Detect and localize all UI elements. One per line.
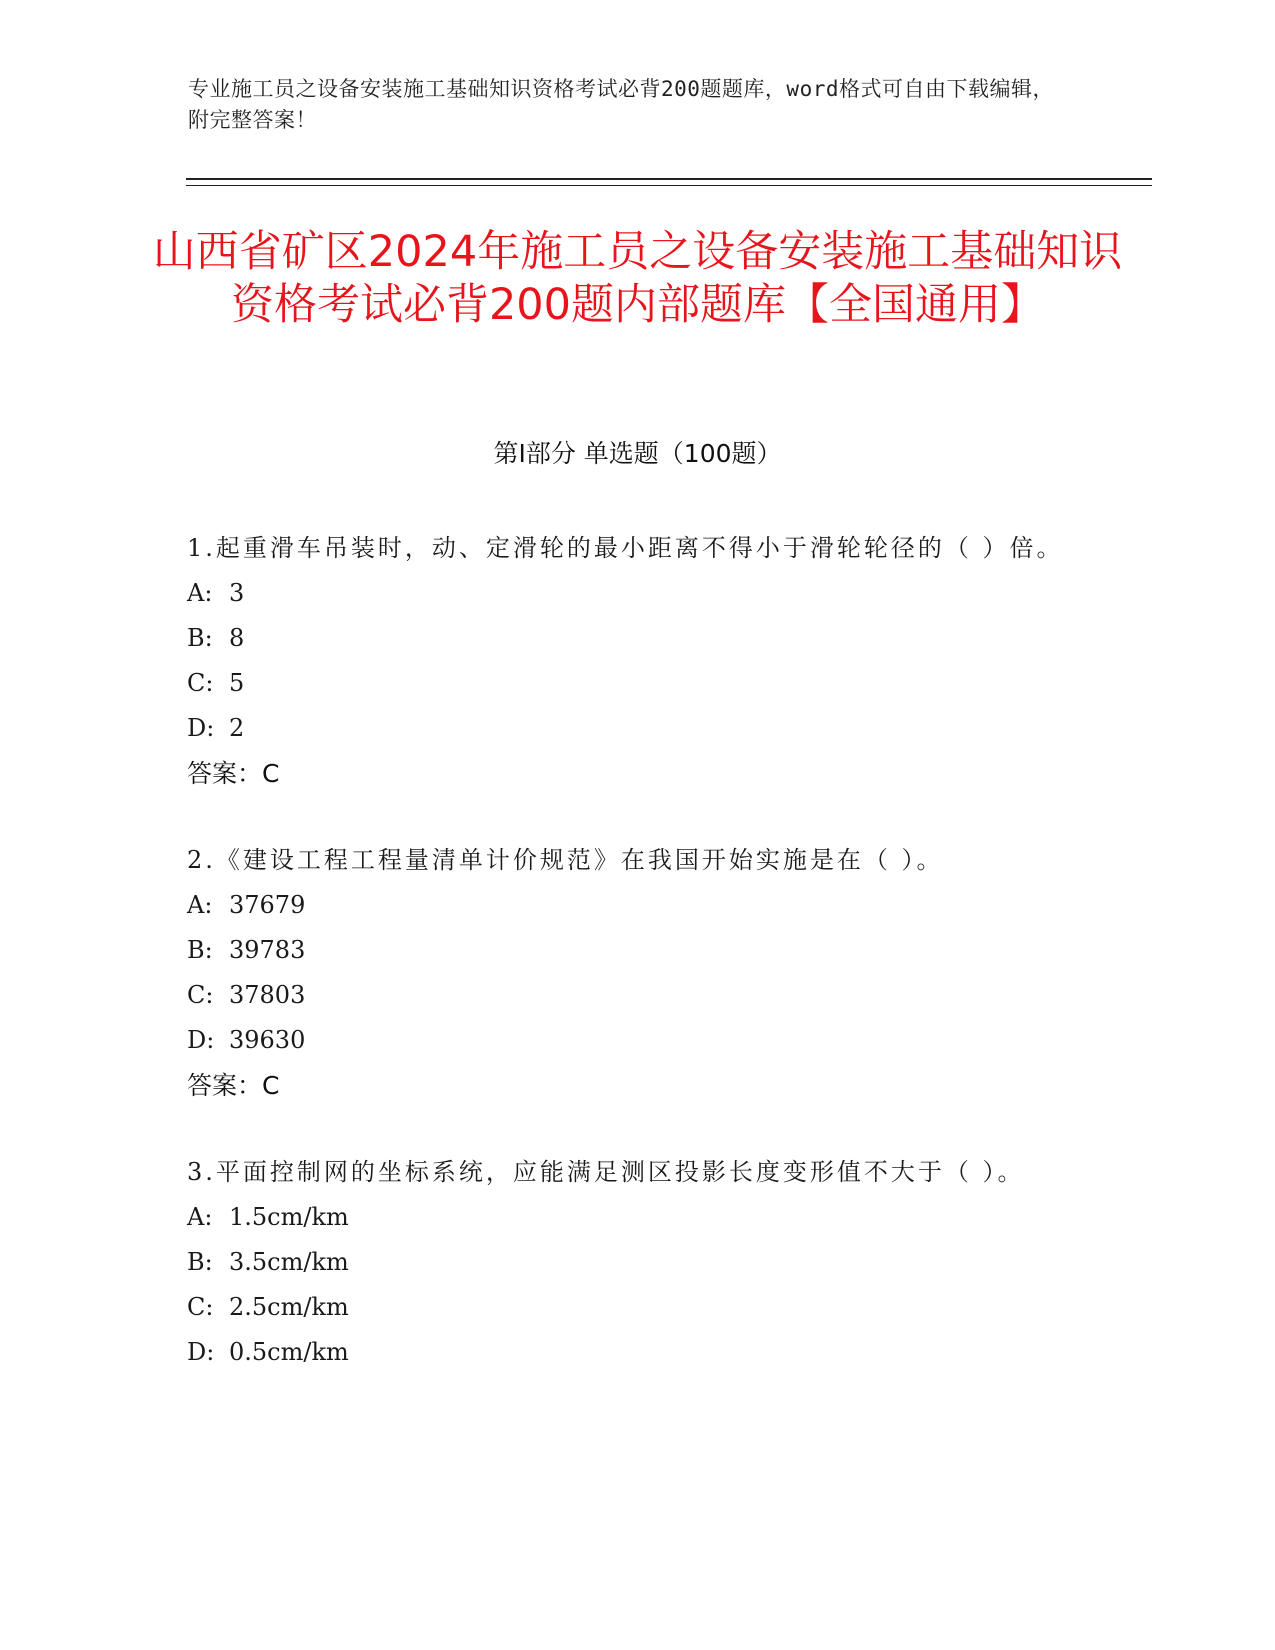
section-heading: 第Ⅰ部分 单选题（100题） bbox=[493, 439, 782, 468]
question-list bbox=[187, 526, 1067, 1417]
option-key: D: bbox=[187, 1338, 215, 1366]
option-value: 37679 bbox=[229, 891, 306, 919]
header-divider-thick bbox=[186, 178, 1152, 180]
option-a bbox=[187, 1195, 1067, 1240]
option-c bbox=[187, 1285, 1067, 1330]
option-value: 8 bbox=[229, 624, 245, 652]
header-divider-thin bbox=[186, 185, 1152, 186]
option-value: 3 bbox=[229, 579, 245, 607]
option-d bbox=[187, 706, 1067, 751]
option-value: 2 bbox=[229, 714, 245, 742]
option-b bbox=[187, 928, 1067, 973]
option-b bbox=[187, 616, 1067, 661]
question-text: 2.《建设工程工程量清单计价规范》在我国开始实施是在（ ）。 bbox=[187, 846, 944, 874]
question-2 bbox=[187, 838, 1067, 1108]
header-note: 专业施工员之设备安装施工基础知识资格考试必背200题题库，word格式可自由下载编辑，附完整答案！ bbox=[188, 77, 1054, 132]
option-key: A: bbox=[187, 1203, 213, 1231]
option-value: 3.5cm/km bbox=[229, 1248, 349, 1276]
option-key: C: bbox=[187, 981, 214, 1009]
option-key: C: bbox=[187, 1293, 214, 1321]
option-value: 39630 bbox=[229, 1026, 306, 1054]
option-value: 0.5cm/km bbox=[229, 1338, 349, 1366]
option-key: A: bbox=[187, 891, 213, 919]
option-value: 37803 bbox=[229, 981, 306, 1009]
option-key: A: bbox=[187, 579, 213, 607]
question-3 bbox=[187, 1150, 1067, 1375]
option-value: 39783 bbox=[229, 936, 306, 964]
option-a bbox=[187, 883, 1067, 928]
question-1 bbox=[187, 526, 1067, 796]
option-key: B: bbox=[187, 624, 213, 652]
option-a bbox=[187, 571, 1067, 616]
option-d bbox=[187, 1018, 1067, 1063]
option-key: D: bbox=[187, 714, 215, 742]
option-value: 1.5cm/km bbox=[229, 1203, 349, 1231]
option-b bbox=[187, 1240, 1067, 1285]
option-key: B: bbox=[187, 1248, 213, 1276]
question-text: 1.起重滑车吊装时，动、定滑轮的最小距离不得小于滑轮轮径的（ ）倍。 bbox=[187, 534, 1064, 562]
option-c bbox=[187, 661, 1067, 706]
option-key: D: bbox=[187, 1026, 215, 1054]
option-key: C: bbox=[187, 669, 214, 697]
option-value: 2.5cm/km bbox=[229, 1293, 349, 1321]
answer-line: 答案：C bbox=[187, 759, 280, 788]
document-title: 山西省矿区2024年施工员之设备安装施工基础知识资格考试必背200题内部题库【全国通用】 bbox=[152, 227, 1123, 330]
option-c bbox=[187, 973, 1067, 1018]
option-key: B: bbox=[187, 936, 213, 964]
option-value: 5 bbox=[229, 669, 245, 697]
option-d bbox=[187, 1330, 1067, 1375]
question-text: 3.平面控制网的坐标系统，应能满足测区投影长度变形值不大于（ ）。 bbox=[187, 1158, 1025, 1186]
answer-line: 答案：C bbox=[187, 1071, 280, 1100]
